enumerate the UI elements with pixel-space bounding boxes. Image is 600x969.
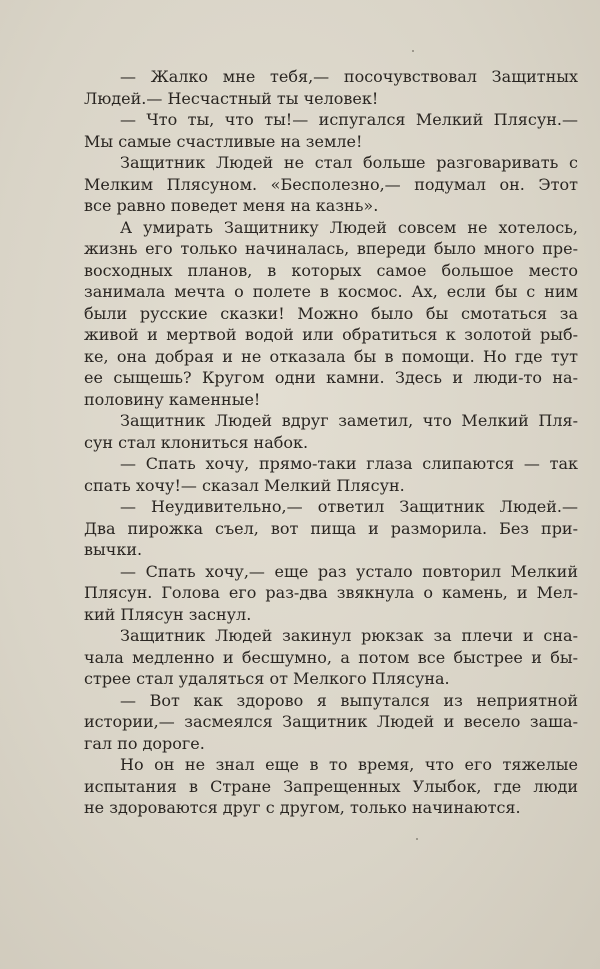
text-line: — Что ты, что ты!— испугался Мелкий Плясун.— [120, 110, 578, 129]
text-line: Защитник Людей вдруг заметил, что Мелкий Пля- [120, 411, 578, 430]
text-line: Мы самые счастливые на земле! [84, 131, 363, 151]
text-line: — Вот как здорово я выпутался из неприятной [120, 690, 578, 710]
text-line: стрее стал удаляться от Мелкого Плясуна. [84, 669, 450, 688]
text-line: Людей.— Несчастный ты человек! [84, 88, 379, 108]
text-line: ке, она добрая и не отказала бы в помощи. Но где тут [84, 346, 578, 366]
text-line: спать хочу!— сказал Мелкий Плясун. [84, 475, 405, 495]
text-line: живой и мертвой водой или обратиться к золотой рыб- [84, 325, 578, 344]
text-line: Но он не знал еще в то время, что его тяжелые [120, 755, 578, 774]
text-line: — Спать хочу,— еще раз устало повторил Мелкий [120, 561, 578, 581]
text-line: половину каменные! [84, 389, 261, 409]
text-line: — Спать хочу, прямо-таки глаза слипаются — так [120, 454, 578, 473]
text-line: Плясун. Голова его раз-два звякнула о камень, и Мел- [84, 583, 578, 602]
text-line: были русские сказки! Можно было бы смотаться за [84, 303, 578, 323]
text-line: — Неудивительно,— ответил Защитник Людей.— [120, 497, 578, 516]
text-line: ее сыщешь? Кругом одни камни. Здесь и люди-то на- [84, 368, 578, 387]
text-line: — Жалко мне тебя,— посочувствовал Защитных [120, 67, 578, 86]
text-line: Защитник Людей закинул рюкзак за плечи и сна- [120, 626, 578, 645]
text-line: вычки. [84, 540, 143, 559]
text-line: восходных планов, в которых самое большое место [84, 260, 578, 280]
text-line: не здороваются друг с другом, только начинаются. [84, 798, 521, 817]
text-line: занимала мечта о полете в космос. Ах, если бы с ним [84, 282, 578, 301]
text-line: жизнь его только начиналась, впереди было много пре- [84, 239, 578, 258]
text-line: А умирать Защитнику Людей совсем не хотелось, [120, 217, 578, 237]
text-line: кий Плясун заснул. [84, 604, 252, 624]
text-line: испытания в Стране Запрещенных Улыбок, где люди [84, 776, 578, 796]
text-line: Два пирожка съел, вот пища и разморила. Без при- [84, 518, 578, 538]
text-line: Защитник Людей не стал больше разговаривать с [120, 153, 578, 172]
text-line: истории,— засмеялся Защитник Людей и весело заша- [84, 712, 578, 731]
text-line: Мелким Плясуном. «Бесполезно,— подумал он. Этот [84, 174, 578, 194]
text-line: гал по дороге. [84, 733, 205, 753]
text-line: чала медленно и бесшумно, а потом все быстрее и бы- [84, 647, 578, 667]
text-line: все равно поведет меня на казнь». [84, 196, 379, 215]
page-speck [416, 838, 418, 840]
page-speck [412, 50, 414, 52]
body-text [84, 66, 578, 819]
text-line: сун стал клониться набок. [84, 432, 309, 452]
